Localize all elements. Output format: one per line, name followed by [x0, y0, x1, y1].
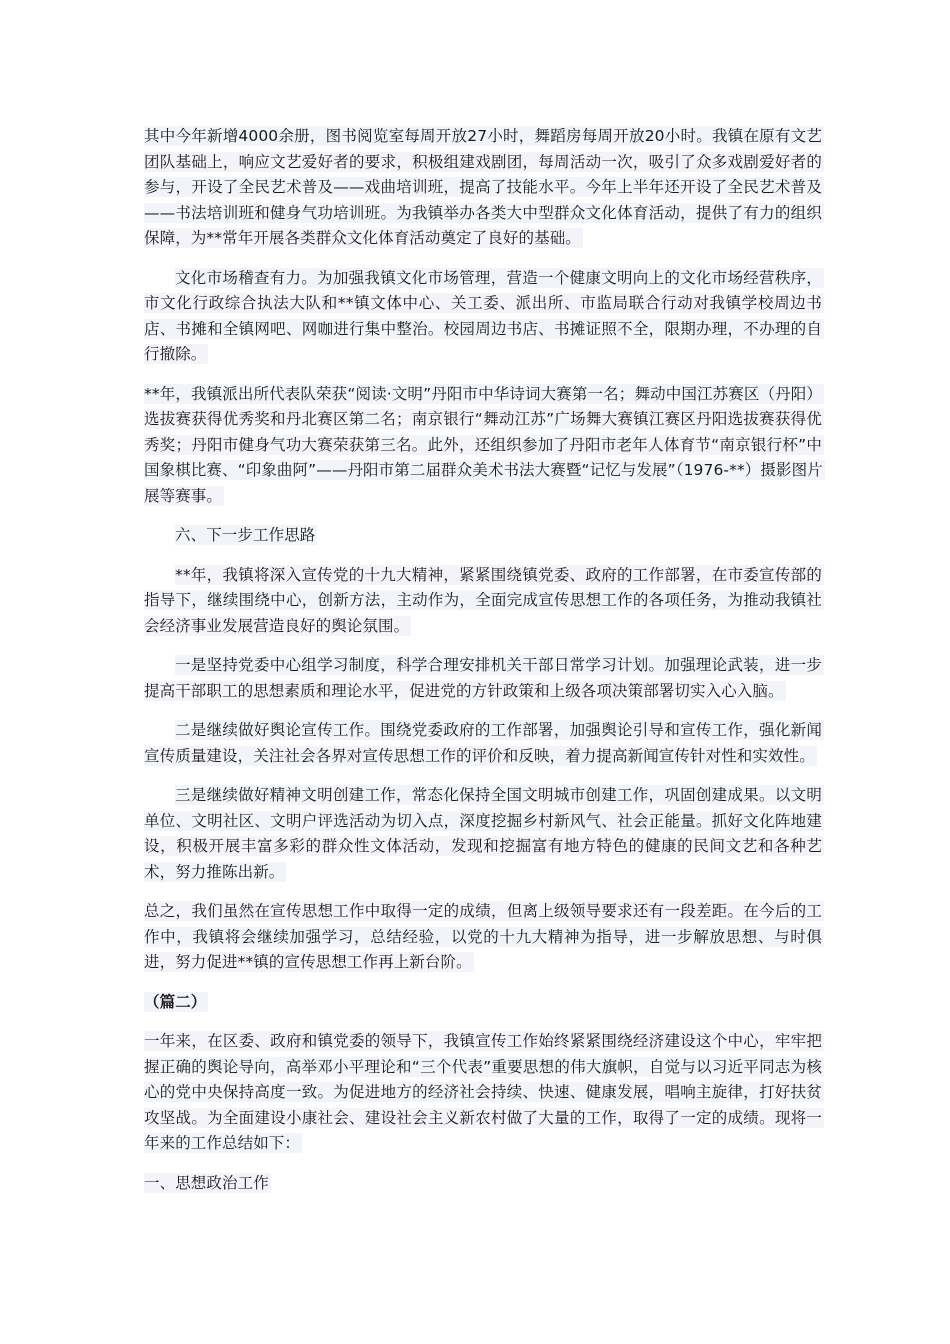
- paragraph-library-and-arts: [144, 124, 824, 252]
- paragraph-point-one: [144, 653, 824, 704]
- heading-text: （篇二）: [144, 992, 207, 1011]
- paragraph-text: 文化市场稽查有力。为加强我镇文化市场管理，营造一个健康文明向上的文化市场经营秩序，市文化行政综合执法大队和**镇文体中心、关工委、派出所、市监局联合行动对我镇学校周边书店、书摊和全镇网吧、网咖进行集中整治。校园周边书店、书摊证照不全，限期办理，不办理的自行撤除。: [144, 268, 822, 363]
- section-heading-next-steps: [144, 523, 824, 549]
- document-body: [144, 124, 824, 1210]
- section-heading-political-work: [144, 1171, 824, 1197]
- paragraph-next-year-plan: [144, 563, 824, 640]
- paragraph-text: 二是继续做好舆论宣传工作。围绕党委政府的工作部署，加强舆论引导和宣传工作，强化新闻宣传质量建设，关注社会各界对宣传思想工作的评价和反映，着力提高新闻宣传针对性和实效性。: [144, 721, 822, 765]
- paragraph-text: 总之，我们虽然在宣传思想工作中取得一定的成绩，但离上级领导要求还有一段差距。在今后的工作中，我镇将会继续加强学习，总结经验，以党的十九大精神为指导，进一步解放思想、与时俱进，努力促进**镇的宣传思想工作再上新台阶。: [144, 902, 822, 971]
- paragraph-part-two-intro: [144, 1029, 824, 1157]
- heading-text: 六、下一步工作思路: [175, 526, 316, 544]
- heading-text: 一、思想政治工作: [144, 1173, 269, 1192]
- paragraph-text: 其中今年新增4000余册，图书阅览室每周开放27小时，舞蹈房每周开放20小时。我镇在原有文艺团队基础上，响应文艺爱好者的要求，积极组建戏剧团，每周活动一次，吸引了众多戏剧爱好者的参与，开设了全民艺术普及——戏曲培训班，提高了技能水平。今年上半年还开设了全民艺术普及——书法培训班和健身气功培训班。为我镇举办各类大中型群众文化体育活动，提供了有力的组织保障，为**常年开展各类群众文化体育活动奠定了良好的基础。: [144, 127, 822, 247]
- paragraph-awards: [144, 382, 824, 510]
- paragraph-text: **年，我镇派出所代表队荣获“阅读·文明”丹阳市中华诗词大赛第一名；舞动中国江苏赛区（丹阳）选拔赛获得优秀奖和丹北赛区第二名；南京银行“舞动江苏”广场舞大赛镇江赛区丹阳选拔赛获得优秀奖；丹阳市健身气功大赛荣获第三名。此外，还组织参加了丹阳市老年人体育节“南京银行杯”中国象棋比赛、“印象曲阿”——丹阳市第二届群众美术书法大赛暨“记忆与发展”（1976-**）摄影图片展等赛事。: [144, 384, 823, 505]
- paragraph-market-inspection: [144, 266, 824, 368]
- paragraph-text: 三是继续做好精神文明创建工作，常态化保持全国文明城市创建工作，巩固创建成果。以文明单位、文明社区、文明户评选活动为切入点，深度挖掘乡村新风气、社会正能量。抓好文化阵地建设，积极开展丰富多彩的群众性文体活动，发现和挖掘富有地方特色的健康的民间文艺和各种艺术，努力推陈出新。: [144, 786, 822, 881]
- paragraph-point-three: [144, 783, 824, 885]
- paragraph-text: 一年来，在区委、政府和镇党委的领导下，我镇宣传工作始终紧紧围绕经济建设这个中心，牢牢把握正确的舆论导向，高举邓小平理论和“三个代表”重要思想的伟大旗帜，自觉与以习近平同志为核心的党中央保持高度一致。为促进地方的经济社会持续、快速、健康发展，唱响主旋律，打好扶贫攻坚战。为全面建设小康社会、建设社会主义新农村做了大量的工作，取得了一定的成绩。现将一年来的工作总结如下：: [144, 1032, 822, 1152]
- paragraph-text: **年，我镇将深入宣传党的十九大精神，紧紧围绕镇党委、政府的工作部署，在市委宣传部的指导下，继续围绕中心，创新方法，主动作为，全面完成宣传思想工作的各项任务，为推动我镇社会经济事业发展营造良好的舆论氛围。: [144, 565, 822, 635]
- paragraph-point-two: [144, 718, 824, 769]
- paragraph-conclusion: [144, 899, 824, 976]
- section-heading-part-two: [144, 990, 824, 1016]
- paragraph-text: 一是坚持党委中心组学习制度，科学合理安排机关干部日常学习计划。加强理论武装，进一步提高干部职工的思想素质和理论水平，促进党的方针政策和上级各项决策部署切实入心入脑。: [144, 656, 822, 700]
